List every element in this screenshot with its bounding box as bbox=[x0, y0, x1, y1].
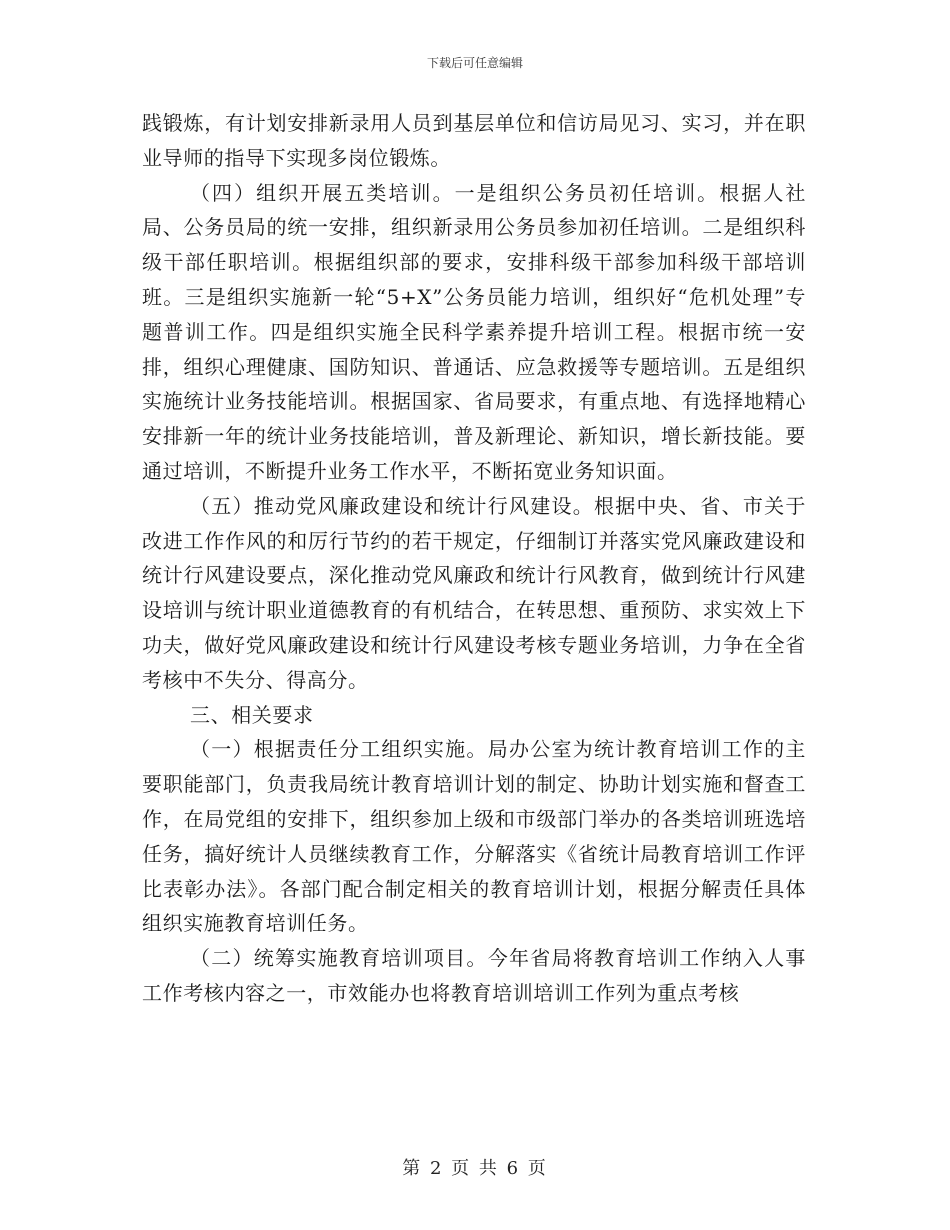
page-header: 下载后可任意编辑 bbox=[426, 56, 523, 70]
document-body bbox=[142, 106, 806, 1011]
paragraph-party-conduct: （五）推动党风廉政建设和统计行风建设。根据中央、省、市关于改进工作作风的和厉行节约的若干规定，仔细制订并落实党风廉政建设和统计行风建设要点，深化推动党风廉政和统计行风教育，做到统计行风建设培训与统计职业道德教育的有机结合，在转思想、重预防、求实效上下功夫，做好党风廉政建设和统计行风建设考核专题业务培训，力争在全省考核中不失分、得高分。 bbox=[142, 493, 806, 692]
section-heading-requirements: 三、相关要求 bbox=[190, 702, 314, 727]
page-number: 第 2 页 共 6 页 bbox=[402, 1158, 548, 1179]
paragraph-responsibility: （一）根据责任分工组织实施。局办公室为统计教育培训工作的主要职能部门，负责我局统计教育培训计划的制定、协助计划实施和督查工作，在局党组的安排下，组织参加上级和市级部门举办的各类培训班选培任务，搞好统计人员继续教育工作，分解落实《省统计局教育培训工作评比表彰办法》。各部门配合制定相关的教育培训计划，根据分解责任具体组织实施教育培训任务。 bbox=[142, 737, 806, 936]
paragraph-coordination: （二）统筹实施教育培训项目。今年省局将教育培训工作纳入人事工作考核内容之一，市效能办也将教育培训培训工作列为重点考核 bbox=[142, 946, 806, 1005]
paragraph-training-types: （四）组织开展五类培训。一是组织公务员初任培训。根据人社局、公务员局的统一安排，组织新录用公务员参加初任培训。二是组织科级干部任职培训。根据组织部的要求，安排科级干部参加科级干部培训班。三是组织实施新一轮“5+X”公务员能力培训，组织好“危机处理”专题普训工作。四是组织实施全民科学素养提升培训工程。根据市统一安排，组织心理健康、国防知识、普通话、应急救援等专题培训。五是组织实施统计业务技能培训。根据国家、省局要求，有重点地、有选择地精心安排新一年的统计业务技能培训，普及新理论、新知识，增长新技能。要通过培训，不断提升业务工作水平，不断拓宽业务知识面。 bbox=[142, 180, 806, 483]
paragraph-continuation: 践锻炼，有计划安排新录用人员到基层单位和信访局见习、实习，并在职业导师的指导下实现多岗位锻炼。 bbox=[142, 111, 806, 170]
